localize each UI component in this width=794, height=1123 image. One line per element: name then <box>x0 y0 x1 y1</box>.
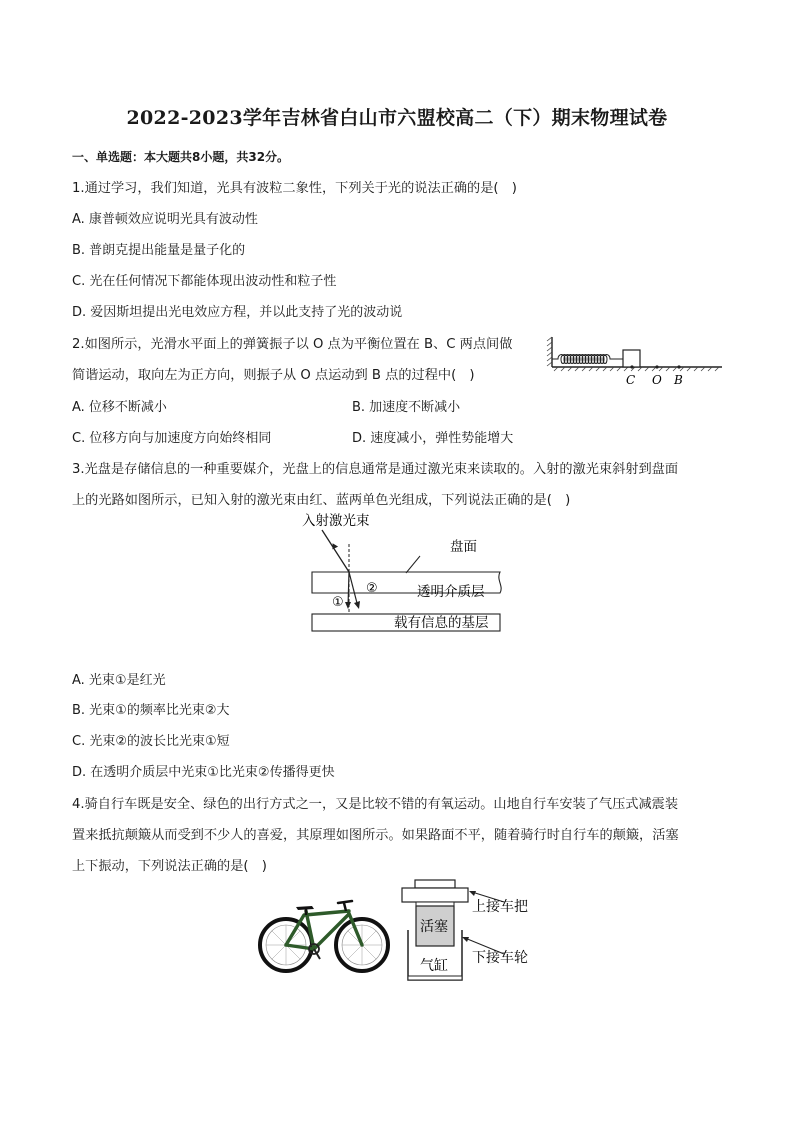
q1-option-a: A. 康普顿效应说明光具有波动性 <box>72 212 258 227</box>
page-title: 2022-2023学年吉林省白山市六盟校高二（下）期末物理试卷 <box>126 107 668 129</box>
label-beam-2: ② <box>366 581 378 596</box>
label-b: B <box>674 373 683 387</box>
q1-stem: 1.通过学习，我们知道，光具有波粒二象性，下列关于光的说法正确的是( ) <box>72 181 517 196</box>
q2-stem-line1: 2.如图所示，光滑水平面上的弹簧振子以 O 点为平衡位置在 B、C 两点间做 <box>72 337 513 352</box>
label-base-layer: 载有信息的基层 <box>394 615 489 631</box>
label-lower-wheel: 下接车轮 <box>472 950 528 966</box>
q1-option-c: C. 光在任何情况下都能体现出波动性和粒子性 <box>72 274 337 289</box>
q3-option-b: B. 光束①的频率比光束②大 <box>72 703 230 718</box>
q3-stem-line1: 3.光盘是存储信息的一种重要媒介，光盘上的信息通常是通过激光束来读取的。入射的激光束斜射到盘面 <box>72 462 679 477</box>
optical-disc-figure <box>300 506 510 636</box>
q2-option-d: D. 速度减小，弹性势能增大 <box>352 431 514 446</box>
top-plate <box>402 888 468 902</box>
mountain-bike-image <box>256 893 392 975</box>
q3-option-c: C. 光束②的波长比光束①短 <box>72 734 230 749</box>
q2-option-c: C. 位移方向与加速度方向始终相同 <box>72 431 272 446</box>
q3-stem-line2: 上的光路如图所示，已知入射的激光束由红、蓝两单色光组成，下列说法正确的是( ) <box>72 493 571 508</box>
shock-absorber-figure <box>398 876 548 988</box>
oscillator-block <box>623 350 640 367</box>
q2-stem-line2: 简谐运动，取向左为正方向，则振子从 O 点运动到 B 点的过程中( ) <box>72 368 475 383</box>
label-transparent-layer: 透明介质层 <box>417 584 485 600</box>
label-incident-beam: 入射激光束 <box>302 513 370 529</box>
label-disc-surface: 盘面 <box>450 539 477 555</box>
q1-option-b: B. 普朗克提出能量是量子化的 <box>72 243 246 258</box>
q2-option-a: A. 位移不断减小 <box>72 400 167 415</box>
q3-option-a: A. 光束①是红光 <box>72 673 166 688</box>
q4-stem-line3: 上下振动，下列说法正确的是( ) <box>72 859 267 874</box>
q3-option-d: D. 在透明介质层中光束①比光束②传播得更快 <box>72 765 335 780</box>
label-cylinder: 气缸 <box>420 958 448 974</box>
top-cap <box>415 880 455 888</box>
q2-option-b: B. 加速度不断减小 <box>352 400 461 415</box>
label-beam-1: ① <box>332 595 344 610</box>
q4-stem-line2: 置来抵抗颠簸从而受到不少人的喜爱，其原理如图所示。如果路面不平，随着骑行时自行车的颠簸，活塞 <box>72 828 679 843</box>
section-heading: 一、单选题：本大题共8小题，共32分。 <box>72 150 290 164</box>
incident-beam <box>322 530 349 572</box>
wall-hatching <box>547 337 552 366</box>
q4-stem-line1: 4.骑自行车既是安全、绿色的出行方式之一，又是比较不错的有氧运动。山地自行车安装了气压式减震装 <box>72 797 679 812</box>
label-c: C <box>626 373 636 387</box>
label-piston: 活塞 <box>420 919 448 935</box>
spring <box>552 355 623 364</box>
label-o: O <box>652 373 662 387</box>
label-upper-handlebar: 上接车把 <box>472 899 528 915</box>
spring-oscillator-figure <box>546 333 724 391</box>
q1-option-d: D. 爱因斯坦提出光电效应方程，并以此支持了光的波动说 <box>72 305 403 320</box>
